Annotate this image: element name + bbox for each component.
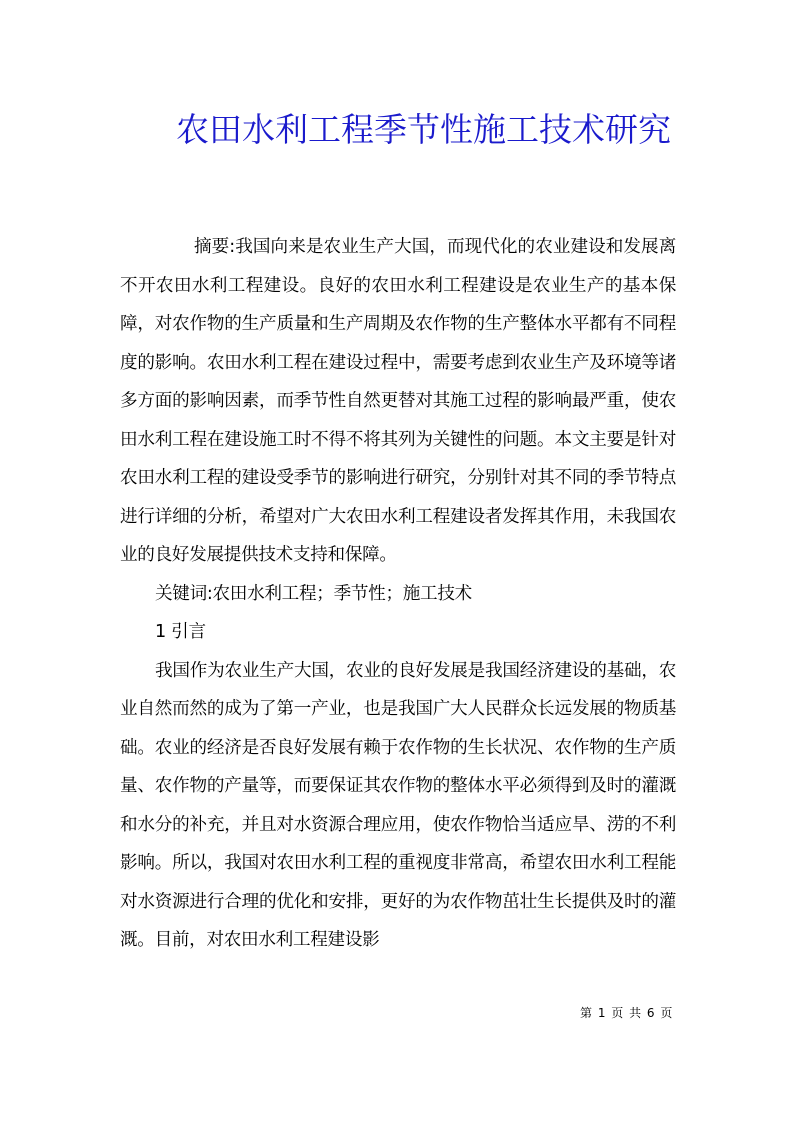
document-title: 农田水利工程季节性施工技术研究 <box>176 110 671 149</box>
intro-paragraph: 我国作为农业生产大国，农业的良好发展是我国经济建设的基础，农业自然而然的成为了第一产业，也是我国广大人民群众长远发展的物质基础。农业的经济是否良好发展有赖于农作物的生长状况、农作物的生产质量、农作物的产量等，而要保证其农作物的整体水平必须得到及时的灌溉和水分的补充，并且对水资源合理应用，使农作物恰当适应旱、涝的不利影响。所以，我国对农田水利工程的重视度非常高，希望农田水利工程能对水资源进行合理的优化和安排，更好的为农作物茁壮生长提供及时的灌溉。目前，对农田水利工程建设影 <box>120 660 676 950</box>
keywords-line: 关键词:农田水利工程；季节性；施工技术 <box>155 583 472 604</box>
section-heading: 1 引言 <box>155 622 206 642</box>
document-body <box>120 228 676 960</box>
page-footer: 第 1 页 共 6 页 <box>580 1006 674 1020</box>
abstract-paragraph: 摘要:我国向来是农业生产大国，而现代化的农业建设和发展离不开农田水利工程建设。良好的农田水利工程建设是农业生产的基本保障，对农作物的生产质量和生产周期及农作物的生产整体水平都有不同程度的影响。农田水利工程在建设过程中，需要考虑到农业生产及环境等诸多方面的影响因素，而季节性自然更替对其施工过程的影响最严重，使农田水利工程在建设施工时不得不将其列为关键性的问题。本文主要是针对农田水利工程的建设受季节的影响进行研究，分别针对其不同的季节特点进行详细的分析，希望对广大农田水利工程建设者发挥其作用，未我国农业的良好发展提供技术支持和保障。 <box>120 237 676 565</box>
